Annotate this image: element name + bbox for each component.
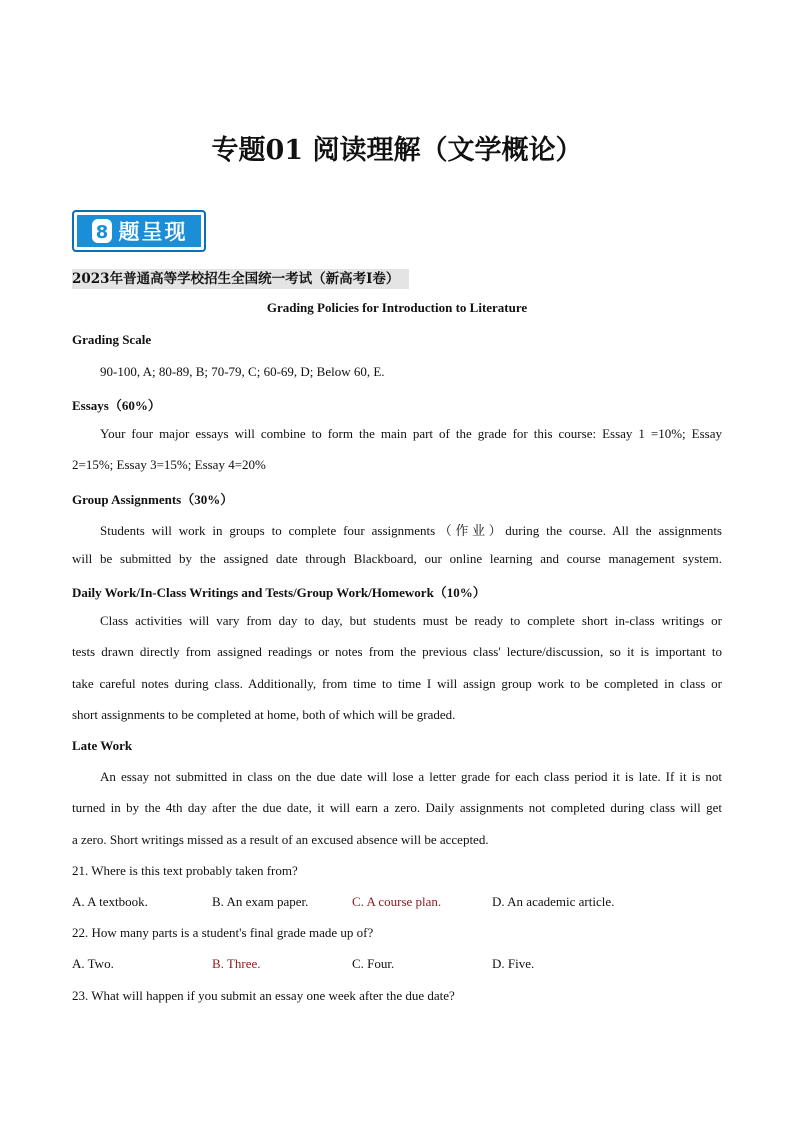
passage-title: Grading Policies for Introduction to Literature — [266, 300, 528, 315]
paragraph-line: a zero. Short writings missed as a result of an excused absence will be accepted. — [72, 832, 489, 847]
number-badge-icon — [91, 218, 113, 244]
paragraph-line: An essay not submitted in class on the due date will lose a letter grade for each class period it is late. If it is not — [100, 769, 722, 784]
question-option-answer: B. Three. — [212, 956, 261, 971]
question-stem: 22. How many parts is a student's final grade made up of? — [72, 925, 374, 940]
question-option: B. An exam paper. — [212, 894, 309, 909]
paragraph-line: Your four major essays will combine to form the main part of the grade for this course: Essay 1 =10%; Essay — [100, 426, 722, 441]
paragraph-line: take careful notes during class. Additionally, from time to time I will assign group work to be completed in class or — [72, 676, 722, 691]
exam-source: 2023年普通高等学校招生全国统一考试（新高考Ⅰ卷） — [72, 269, 409, 289]
question-stem: 23. What will happen if you submit an essay one week after the due date? — [72, 988, 455, 1003]
badge-label: 题呈现 — [118, 220, 188, 244]
paragraph-line: Students will work in groups to complete four assignments（作业）during the course. All the assignments — [100, 523, 722, 538]
question-option: D. An academic article. — [492, 894, 615, 909]
paragraph-line: turned in by the 4th day after the due date, it will earn a zero. Daily assignments not completed during class will get — [72, 800, 722, 815]
section-heading-grading-scale: Grading Scale — [72, 332, 152, 347]
paragraph-line: will be submitted by the assigned date through Blackboard, our online learning and course management system. — [72, 551, 722, 566]
section-heading-daily-work: Daily Work/In-Class Writings and Tests/Group Work/Homework（10%） — [72, 585, 486, 600]
question-stem: 21. Where is this text probably taken from? — [72, 863, 298, 878]
question-option: A. Two. — [72, 956, 114, 971]
paragraph-line: short assignments to be completed at home, both of which will be graded. — [72, 707, 456, 722]
svg-text:8: 8 — [95, 222, 108, 243]
question-option: A. A textbook. — [72, 894, 148, 909]
section-heading-late-work: Late Work — [72, 738, 133, 753]
paragraph-line: Class activities will vary from day to day, but students must be ready to complete short in-class writings or — [100, 613, 722, 628]
paragraph-line: 90-100, A; 80-89, B; 70-79, C; 60-69, D; Below 60, E. — [100, 364, 385, 379]
section-heading-group-assignments: Group Assignments（30%） — [72, 492, 234, 507]
question-option: D. Five. — [492, 956, 535, 971]
section-heading-essays: Essays（60%） — [72, 398, 161, 413]
paragraph-line: 2=15%; Essay 3=15%; Essay 4=20% — [72, 457, 266, 472]
page-title: 专题01 阅读理解（文学概论） — [211, 135, 583, 166]
question-option-answer: C. A course plan. — [352, 894, 442, 909]
question-option: C. Four. — [352, 956, 395, 971]
paragraph-line: tests drawn directly from assigned readings or notes from the previous class' lecture/discussion, so it is important to — [72, 644, 722, 659]
section-badge — [72, 210, 206, 252]
